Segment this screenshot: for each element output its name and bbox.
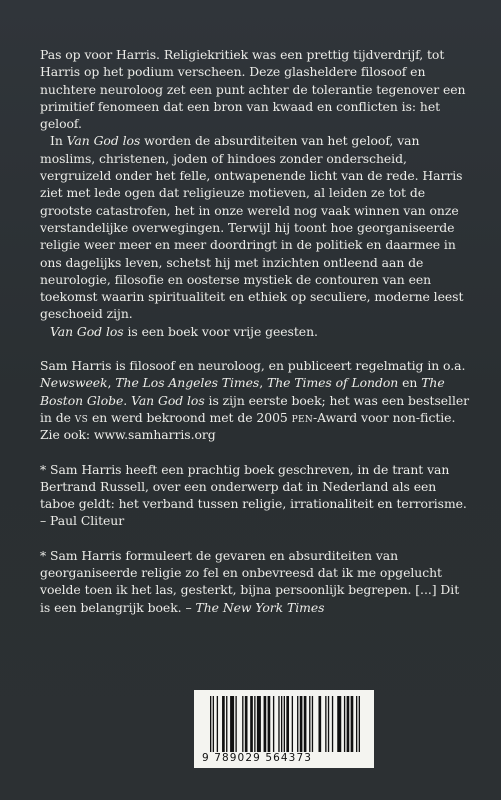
book-title: Van God los: [50, 323, 124, 339]
isbn-number: 9 789029 564373: [202, 752, 313, 764]
barcode-bar: [318, 696, 321, 752]
barcode-bar: [242, 696, 243, 752]
barcode-bar: [217, 696, 218, 752]
barcode-bar: [245, 696, 248, 752]
barcode-bar: [325, 696, 326, 752]
blurb-text: [40, 46, 470, 616]
barcode-bar: [284, 696, 285, 752]
blurb-paragraph-3: Van God los is een boek voor vrije geesten.: [50, 323, 318, 339]
barcode-bar: [344, 696, 345, 752]
author-bio: Sam Harris is filosoof en neuroloog, en publiceert regelmatig in o.a. Newsweek, The Los Angeles Times, The Times of London en The Boston Globe. Van God los is zijn eerste boek; het was een bestseller in de vs en werd bekroond met de 2005 pen-Award voor non-fictie. Zie ook: www.samharris.org: [40, 358, 470, 443]
barcode-bar: [286, 696, 289, 752]
barcode-bar: [281, 696, 282, 752]
isbn-barcode: [194, 690, 374, 768]
spacer: [40, 340, 470, 357]
barcode-bar: [235, 696, 236, 752]
barcode-bar: [230, 696, 234, 752]
barcode-bar: [356, 696, 357, 752]
review-quote-nyt: * Sam Harris formuleert de gevaren en absurditeiten van georganiseerde religie zo fel en onbevreesd dat ik me opgelucht voelde toen ik het las, gesterkt, bijna persoonlijk begrepen. [...] Dit is een belangrijk boek. – The New York Times: [40, 547, 460, 615]
barcode-bar: [328, 696, 329, 752]
barcode-bar: [257, 696, 261, 752]
spacer: [40, 444, 470, 461]
barcode-bar: [273, 696, 274, 752]
barcode-bar: [300, 696, 303, 752]
barcode-bar: [254, 696, 255, 752]
barcode-bar: [210, 696, 211, 752]
barcode-bar: [332, 696, 333, 752]
barcode-bar: [337, 696, 341, 752]
barcode-bar: [213, 696, 214, 752]
barcode-bar: [250, 696, 253, 752]
blurb-paragraph-2: In Van God los worden de absurditeiten van het geloof, van moslims, christenen, joden of hindoes zonder onderscheid, vergruizeld onder het felle, ontwapenende licht van de rede. Harris ziet met lede ogen dat religieuze motieven, al leiden ze tot de grootste catastrofen, het in onze wereld nog vaak winnen van onze verstandelijke overwegingen. Terwijl hij toont hoe georganiseerde religie weer meer en meer doordringt in de politiek en daarmee in ons dagelijks leven, schetst hij met inzichten ontleend aan de neurologie, filosofie en oosterse mystiek de contouren van een toekomst waarin spiritualiteit en ethiek op seculiere, moderne leest geschoeid zijn.: [40, 133, 464, 322]
book-title: Van God los: [66, 133, 141, 149]
barcode-bar: [304, 696, 307, 752]
review-quote-cliteur: * Sam Harris heeft een prachtig boek geschreven, in de trant van Bertrand Russell, over een onderwerp dat in Nederland als een taboe geldt: het verband tussen religie, irrationaliteit en terrorisme. – Paul Cliteur: [40, 461, 467, 529]
spacer: [40, 530, 470, 547]
blurb-paragraph-1: Pas op voor Harris. Religiekritiek was een prettig tijdverdrijf, tot Harris op het podium verscheen. Deze glasheldere filosoof en nuchtere neuroloog zet een punt achter de tolerantie tegenover een primitief fenomeen dat een bron van kwaad en conflicten is: het geloof.: [40, 47, 466, 132]
barcode-bar: [278, 696, 279, 752]
barcode-bars: [210, 696, 360, 752]
barcode-bar: [226, 696, 227, 752]
barcode-bar: [264, 696, 267, 752]
barcode-bar: [347, 696, 350, 752]
barcode-bar: [297, 696, 298, 752]
barcode-bar: [222, 696, 225, 752]
barcode-bar: [359, 696, 360, 752]
barcode-bar: [309, 696, 310, 752]
barcode-bar: [268, 696, 271, 752]
barcode-bar: [292, 696, 293, 752]
barcode-bar: [351, 696, 354, 752]
barcode-bar: [312, 696, 313, 752]
